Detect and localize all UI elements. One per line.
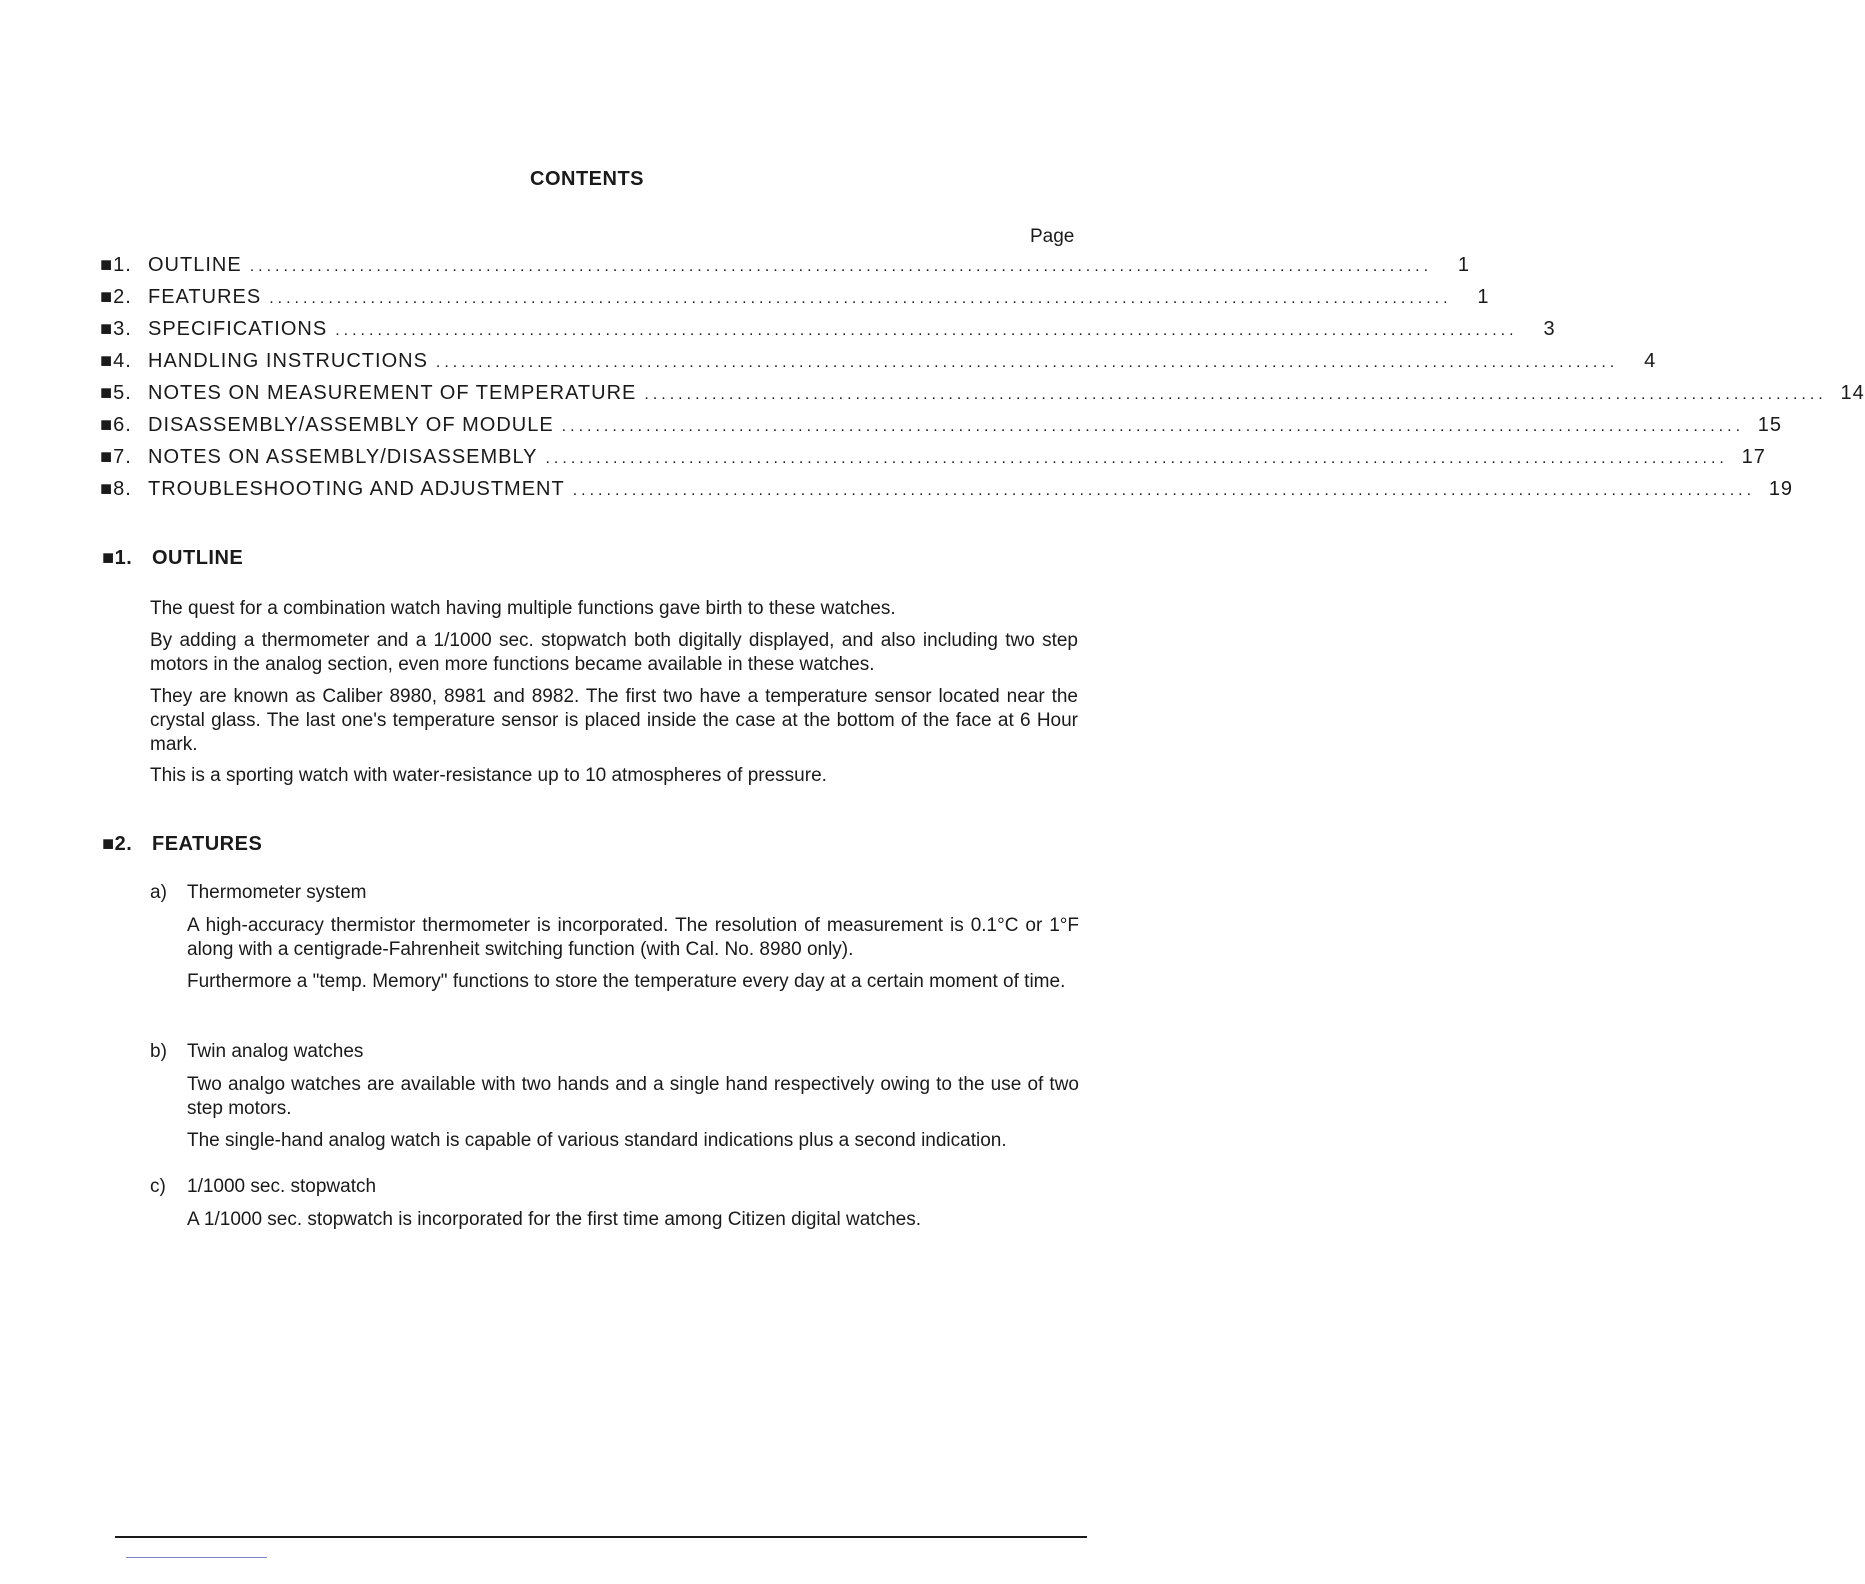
toc-entry-title: DISASSEMBLY/ASSEMBLY OF MODULE bbox=[148, 414, 554, 436]
toc-entry-title: SPECIFICATIONS bbox=[148, 318, 328, 340]
toc-entry-title: NOTES ON MEASUREMENT OF TEMPERATURE bbox=[148, 382, 637, 404]
toc-entry-page: 19 bbox=[1768, 478, 1794, 500]
toc-entry[interactable] bbox=[100, 446, 1766, 478]
toc-entry-page: 3 bbox=[1543, 318, 1556, 340]
feature-item-label: a) bbox=[150, 882, 167, 903]
toc-entry[interactable] bbox=[100, 414, 1783, 446]
feature-item-title: Thermometer system bbox=[187, 882, 367, 903]
toc-entry-number: ■4. bbox=[100, 350, 132, 372]
feature-paragraph: A high-accuracy thermistor thermometer is incorporated. The resolution of measurement is 0.1°C or 1°F along with a centigrade-Fahrenheit switching function (with Cal. No. 8980 only). bbox=[187, 915, 1079, 960]
footer-rule bbox=[115, 1536, 1087, 1538]
section-title: OUTLINE bbox=[152, 547, 244, 569]
toc-entry-number: ■7. bbox=[100, 446, 132, 468]
toc-entry-number: ■5. bbox=[100, 382, 132, 404]
toc-entry-title: NOTES ON ASSEMBLY/DISASSEMBLY bbox=[148, 446, 538, 468]
toc-leader-dots: ............................................................................................................................................ bbox=[545, 450, 1728, 467]
feature-item-label: b) bbox=[150, 1041, 167, 1062]
toc-leader-dots: ............................................................................................................................................ bbox=[572, 482, 1756, 499]
section-heading-outline bbox=[102, 547, 243, 570]
toc-entry-number: ■6. bbox=[100, 414, 132, 436]
table-of-contents bbox=[100, 254, 1865, 510]
outline-paragraph: This is a sporting watch with water-resistance up to 10 atmospheres of pressure. bbox=[150, 765, 827, 786]
toc-entry[interactable] bbox=[100, 318, 1556, 350]
toc-entry-title: FEATURES bbox=[148, 286, 262, 308]
feature-paragraph: The single-hand analog watch is capable of various standard indications plus a second indication. bbox=[187, 1130, 1007, 1151]
outline-paragraph: By adding a thermometer and a 1/1000 sec. stopwatch both digitally displayed, and also including two step motors in the analog section, even more functions became available in these watches. bbox=[150, 630, 1078, 675]
feature-paragraph: Two analgo watches are available with two hands and a single hand respectively owing to the use of two step motors. bbox=[187, 1074, 1079, 1119]
section-title: FEATURES bbox=[152, 833, 263, 855]
toc-entry-page: 14 bbox=[1840, 382, 1865, 404]
toc-entry-page: 1 bbox=[1477, 286, 1490, 308]
toc-entry-number: ■3. bbox=[100, 318, 132, 340]
toc-entry-number: ■1. bbox=[100, 254, 132, 276]
toc-leader-dots: ............................................................................................................................................ bbox=[644, 386, 1827, 403]
toc-leader-dots: ............................................................................................................................................ bbox=[561, 418, 1745, 435]
toc-leader-dots: ............................................................................................................................................ bbox=[335, 322, 1518, 339]
toc-entry-page: 1 bbox=[1457, 254, 1471, 276]
toc-entry-page: 17 bbox=[1741, 446, 1766, 468]
outline-paragraph: They are known as Caliber 8980, 8981 and 8982. The first two have a temperature sensor located near the crystal glass. The last one's temperature sensor is placed inside the case at the bottom of the face at 6 Hour mark. bbox=[150, 686, 1078, 755]
feature-item-label: c) bbox=[150, 1176, 166, 1197]
toc-page-column-label: Page bbox=[1030, 226, 1075, 247]
toc-leader-dots: ............................................................................................................................................ bbox=[249, 258, 1433, 275]
toc-leader-dots: ............................................................................................................................................ bbox=[269, 290, 1452, 307]
footer-accent-rule bbox=[126, 1557, 267, 1558]
toc-entry-number: ■2. bbox=[100, 286, 132, 308]
toc-entry[interactable] bbox=[100, 382, 1865, 414]
outline-paragraph: The quest for a combination watch having multiple functions gave birth to these watches. bbox=[150, 598, 896, 619]
toc-entry-page: 4 bbox=[1644, 350, 1657, 372]
toc-entry-title: HANDLING INSTRUCTIONS bbox=[148, 350, 428, 372]
toc-entry-page: 15 bbox=[1757, 414, 1783, 436]
contents-title: CONTENTS bbox=[530, 168, 644, 190]
toc-entry-title: TROUBLESHOOTING AND ADJUSTMENT bbox=[148, 478, 565, 500]
section-number: ■2. bbox=[102, 833, 133, 855]
feature-item-title: Twin analog watches bbox=[187, 1041, 364, 1062]
feature-paragraph: A 1/1000 sec. stopwatch is incorporated for the first time among Citizen digital watches. bbox=[187, 1209, 921, 1230]
section-heading-features bbox=[102, 833, 262, 856]
toc-entry-number: ■8. bbox=[100, 478, 132, 500]
section-number: ■1. bbox=[102, 547, 133, 569]
toc-entry[interactable] bbox=[100, 350, 1657, 382]
toc-entry[interactable] bbox=[100, 478, 1794, 510]
toc-entry-title: OUTLINE bbox=[148, 254, 242, 276]
feature-item-title: 1/1000 sec. stopwatch bbox=[187, 1176, 377, 1197]
toc-entry[interactable] bbox=[100, 254, 1471, 286]
toc-entry[interactable] bbox=[100, 286, 1490, 318]
feature-paragraph: Furthermore a "temp. Memory" functions to store the temperature every day at a certain moment of time. bbox=[187, 971, 1066, 992]
toc-leader-dots: ............................................................................................................................................ bbox=[435, 354, 1619, 371]
